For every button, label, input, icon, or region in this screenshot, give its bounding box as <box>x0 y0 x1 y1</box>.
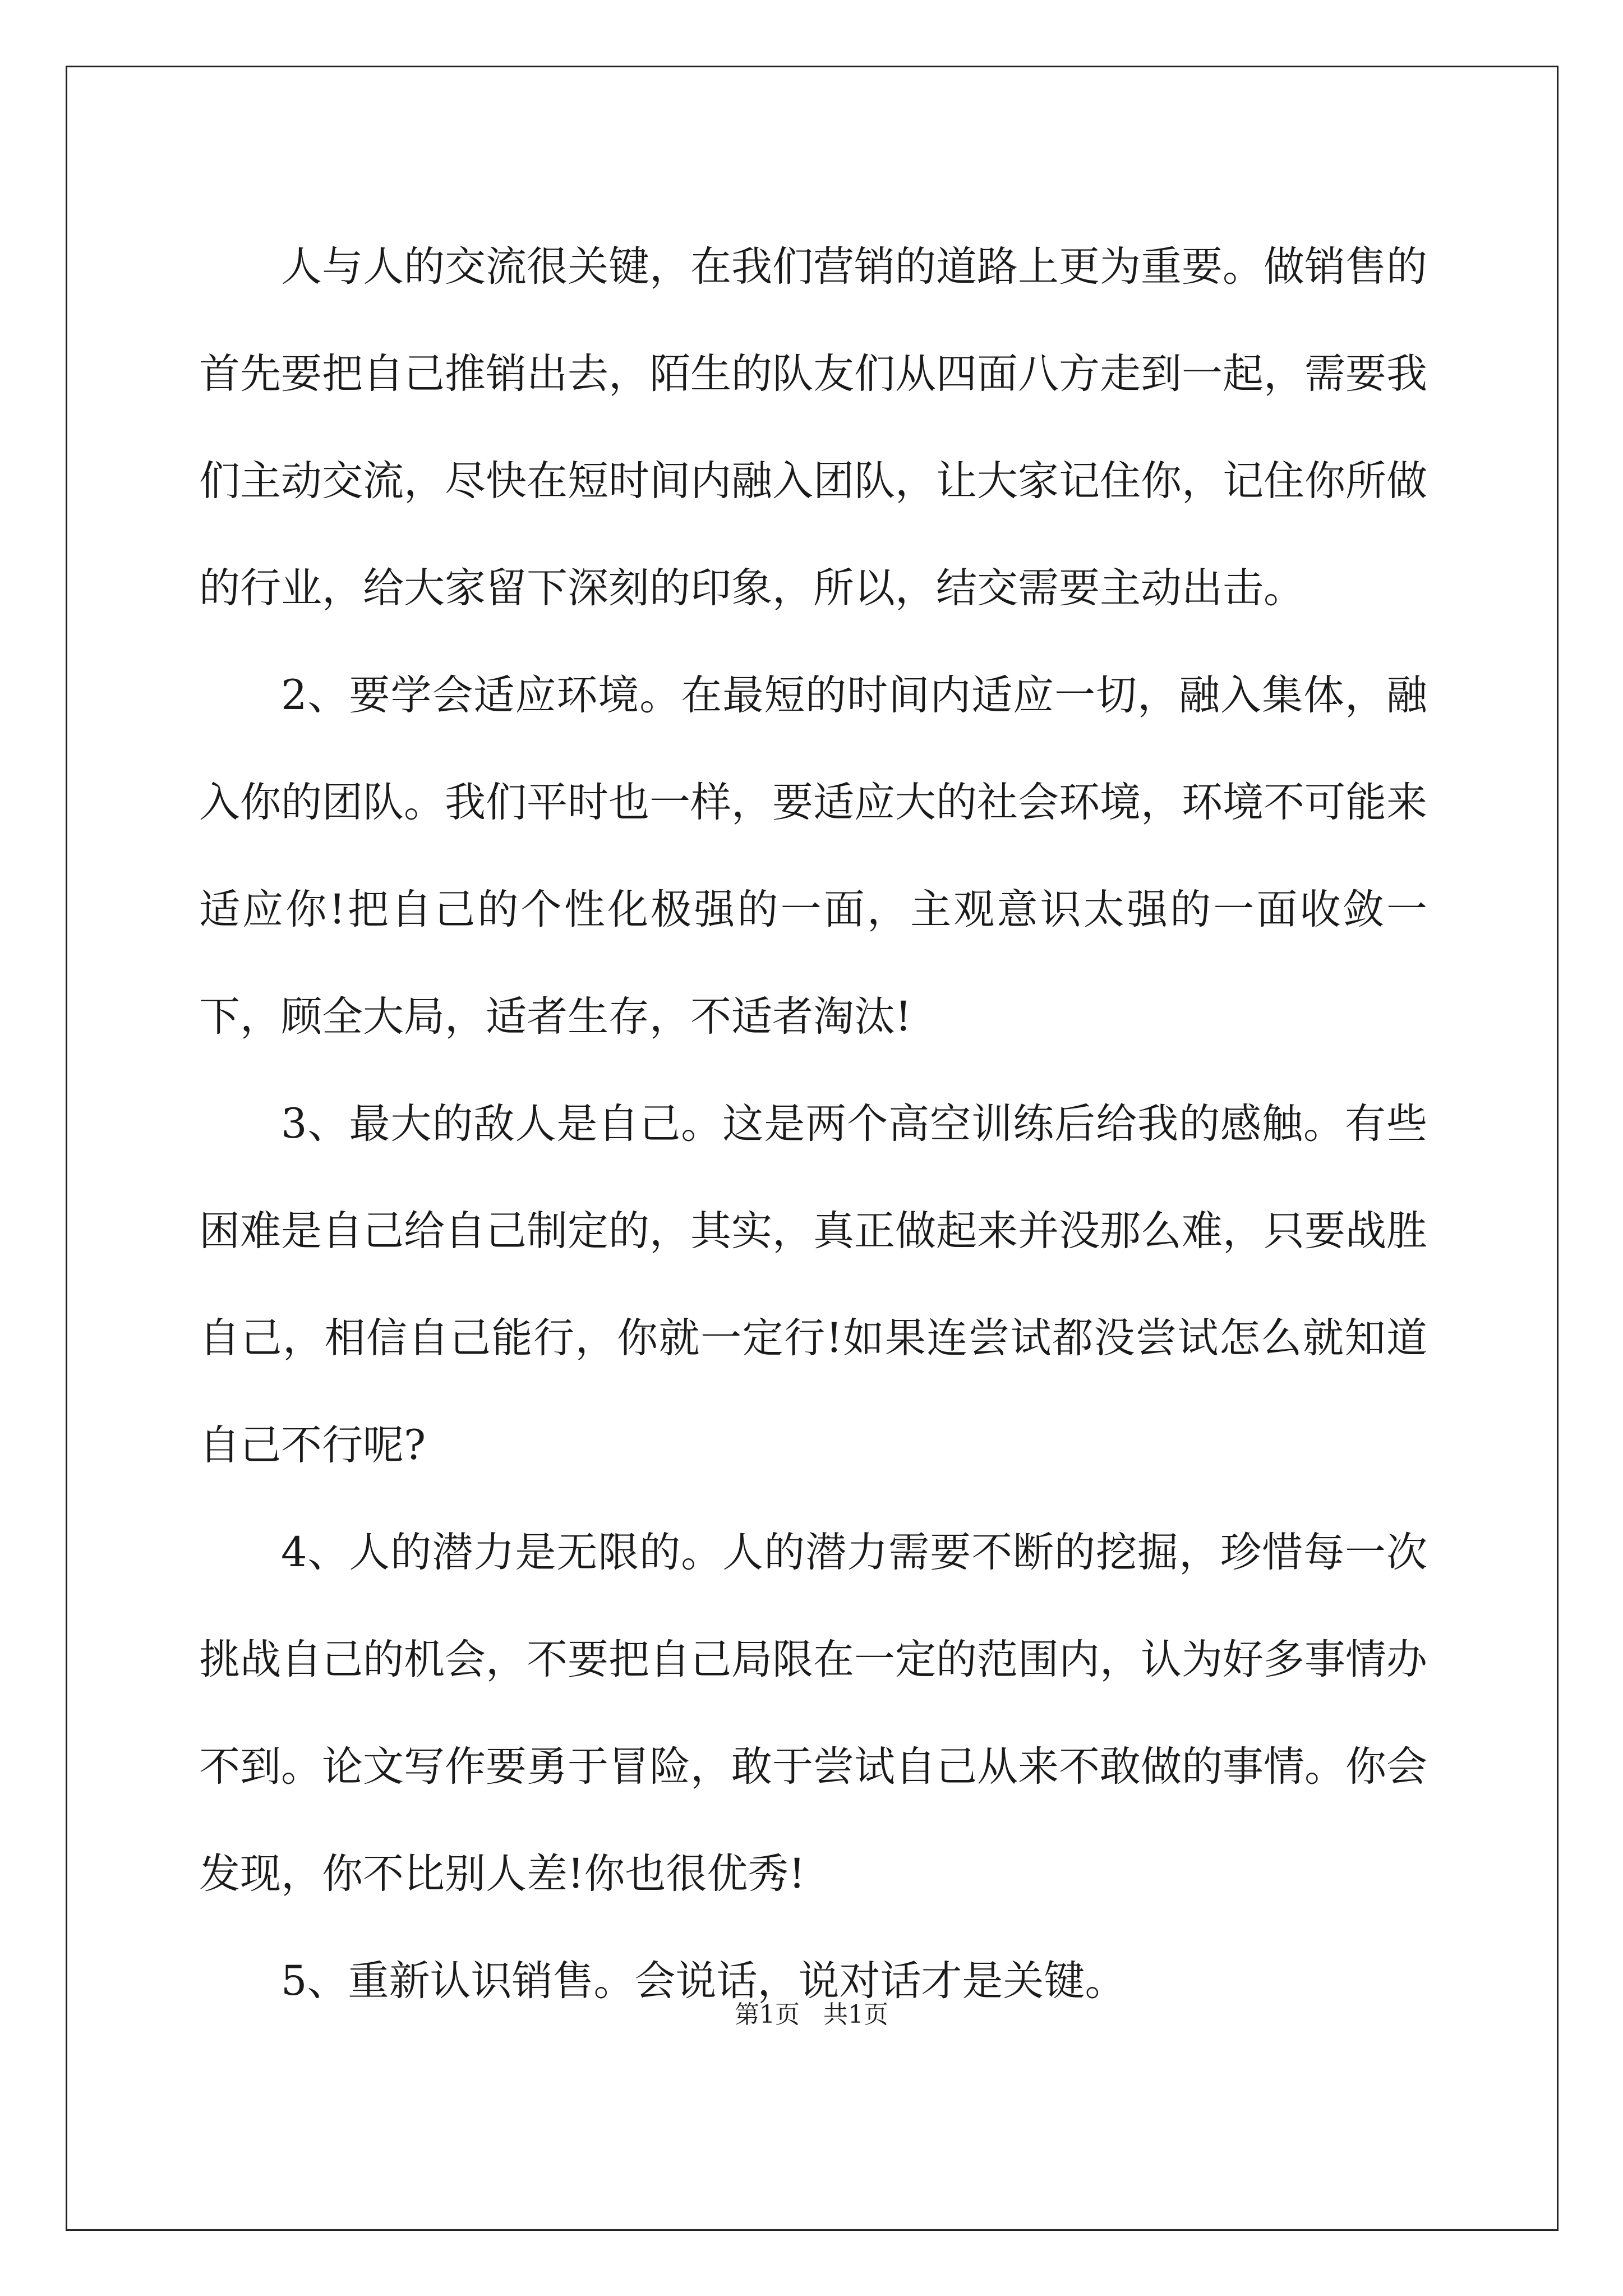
page-footer <box>0 1994 1623 2030</box>
page-number: 第1页 共1页 <box>735 2000 888 2029</box>
paragraph-2: 2、要学会适应环境。在最短的时间内适应一切，融入集体，融入你的团队。我们平时也一样，要适应大的社会环境，环境不可能来适应你!把自己的个性化极强的一面，主观意识太强的一面收敛一下，顾全大局，适者生存，不适者淘汰! <box>199 671 1427 1041</box>
paragraph-1: 人与人的交流很关键，在我们营销的道路上更为重要。做销售的首先要把自己推销出去，陌生的队友们从四面八方走到一起，需要我们主动交流，尽快在短时间内融入团队，让大家记住你，记住你所做的行业，给大家留下深刻的印象，所以，结交需要主动出击。 <box>199 243 1427 612</box>
paragraph-5: 5、重新认识销售。会说话，说对话才是关键。 <box>281 1957 1126 2005</box>
paragraph-4: 4、人的潜力是无限的。人的潜力需要不断的挖掘，珍惜每一次挑战自己的机会，不要把自己局限在一定的范围内，认为好多事情办不到。论文写作要勇于冒险，敢于尝试自己从来不敢做的事情。你会发现，你不比别人差!你也很优秀! <box>199 1529 1427 1898</box>
paragraph-3: 3、最大的敌人是自己。这是两个高空训练后给我的感触。有些困难是自己给自己制定的，其实，真正做起来并没那么难，只要战胜自己，相信自己能行，你就一定行!如果连尝试都没尝试怎么就知道自己不行呢? <box>199 1100 1427 1469</box>
document-body <box>199 213 1427 2035</box>
